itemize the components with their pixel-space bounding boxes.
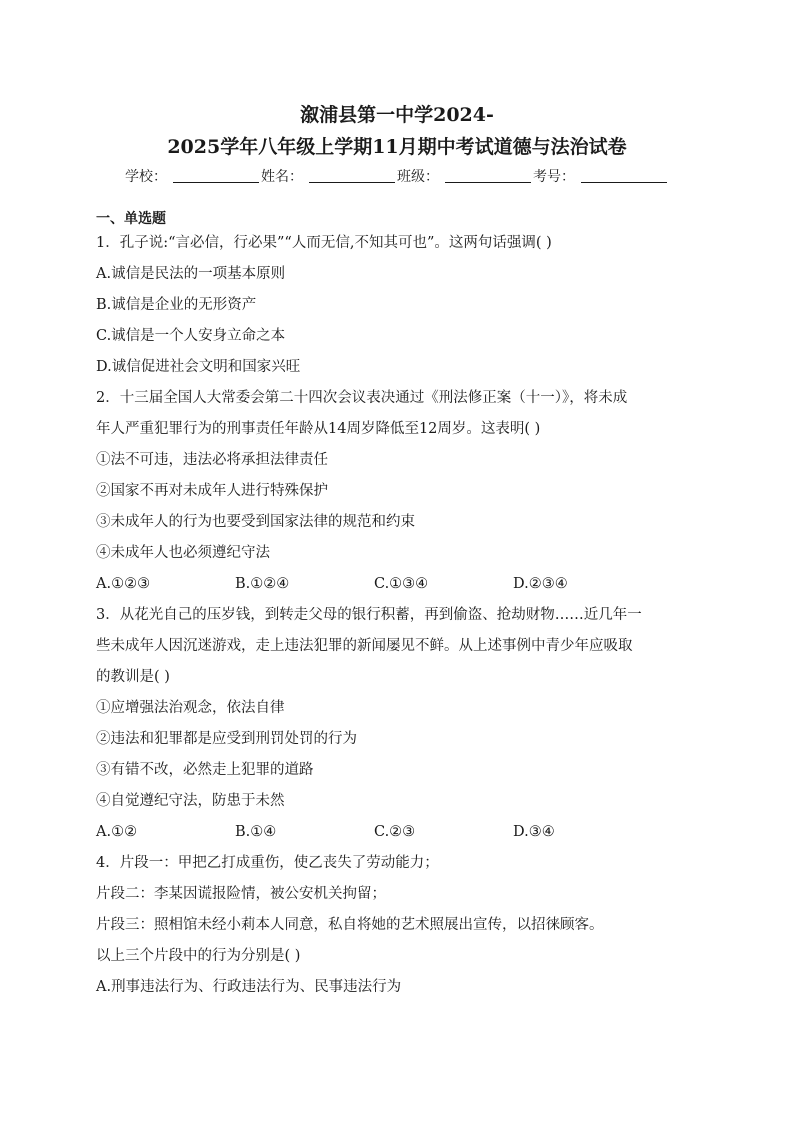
question-2-stem-line1: 2．十三届全国人大常委会第二十四次会议表决通过《刑法修正案（十一）》，将未成 (96, 390, 628, 406)
question-3-choice-b: B.①④ (235, 824, 277, 840)
question-2-statement-4: ④未成年人也必须遵纪守法 (96, 545, 270, 561)
question-3-choices (96, 817, 698, 848)
exam-title-line2: 2025学年八年级上学期11月期中考试道德与法治试卷 (167, 136, 627, 158)
class-blank[interactable] (445, 168, 531, 183)
question-3-choice-c: C.②③ (374, 824, 416, 840)
question-2-statement-2: ②国家不再对未成年人进行特殊保护 (96, 483, 328, 499)
question-2-choice-b: B.①②④ (235, 576, 290, 592)
name-label: 姓名： (261, 169, 303, 185)
school-blank[interactable] (173, 168, 259, 183)
question-2 (96, 383, 698, 600)
question-3-statement-3: ③有错不改，必然走上犯罪的道路 (96, 762, 314, 778)
question-2-stem-line2: 年人严重犯罪行为的刑事责任年龄从14周岁降低至12周岁。这表明( ) (96, 421, 541, 437)
exam-number-label: 考号： (533, 169, 575, 185)
question-1-option-a: A.诚信是民法的一项基本原则 (96, 266, 286, 282)
school-label: 学校： (125, 169, 167, 185)
question-1-option-d: D.诚信促进社会文明和国家兴旺 (96, 359, 301, 375)
question-2-choices (96, 569, 698, 600)
question-3-choice-d: D.③④ (513, 824, 555, 840)
exam-title-line1: 溆浦县第一中学2024- (300, 104, 494, 126)
question-2-statement-1: ①法不可违，违法必将承担法律责任 (96, 452, 328, 468)
question-3-statement-4: ④自觉遵纪守法，防患于未然 (96, 793, 285, 809)
question-3-statement-2: ②违法和犯罪都是应受到刑罚处罚的行为 (96, 731, 357, 747)
question-4-option-a: A.刑事违法行为、行政违法行为、民事违法行为 (96, 979, 402, 995)
student-info-row (96, 164, 698, 186)
name-blank[interactable] (309, 168, 395, 183)
question-4-fragment-2: 片段二：李某因谎报险情，被公安机关拘留； (96, 886, 386, 902)
question-3-statement-1: ①应增强法治观念，依法自律 (96, 700, 285, 716)
question-2-choice-d: D.②③④ (513, 576, 568, 592)
section-title: 一、单选题 (96, 211, 166, 227)
class-label: 班级： (397, 169, 439, 185)
question-3-choice-a: A.①② (96, 824, 138, 840)
question-4-fragment-3: 片段三：照相馆未经小莉本人同意，私自将她的艺术照展出宣传，以招徕顾客。 (96, 917, 604, 933)
question-1-option-c: C.诚信是一个人安身立命之本 (96, 328, 286, 344)
question-1-option-b: B.诚信是企业的无形资产 (96, 297, 257, 313)
question-3-stem-line3: 的教训是( ) (96, 669, 170, 685)
question-4-stem: 以上三个片段中的行为分别是( ) (96, 948, 301, 964)
question-4-fragment-1: 4．片段一：甲把乙打成重伤，使乙丧失了劳动能力； (96, 855, 439, 871)
question-1-stem: 1．孔子说:“言必信，行必果”“人而无信,不知其可也”。这两句话强调( ) (96, 235, 552, 251)
exam-number-blank[interactable] (581, 168, 667, 183)
question-4 (96, 848, 698, 1003)
question-3 (96, 600, 698, 848)
question-3-stem-line2: 些未成年人因沉迷游戏，走上违法犯罪的新闻屡见不鲜。从上述事例中青少年应吸取 (96, 638, 633, 654)
question-1 (96, 228, 698, 383)
question-2-choice-c: C.①③④ (374, 576, 429, 592)
question-2-choice-a: A.①②③ (96, 576, 151, 592)
question-3-stem-line1: 3．从花光自己的压岁钱，到转走父母的银行积蓄，再到偷盗、抢劫财物……近几年一 (96, 607, 642, 623)
question-2-statement-3: ③未成年人的行为也要受到国家法律的规范和约束 (96, 514, 415, 530)
